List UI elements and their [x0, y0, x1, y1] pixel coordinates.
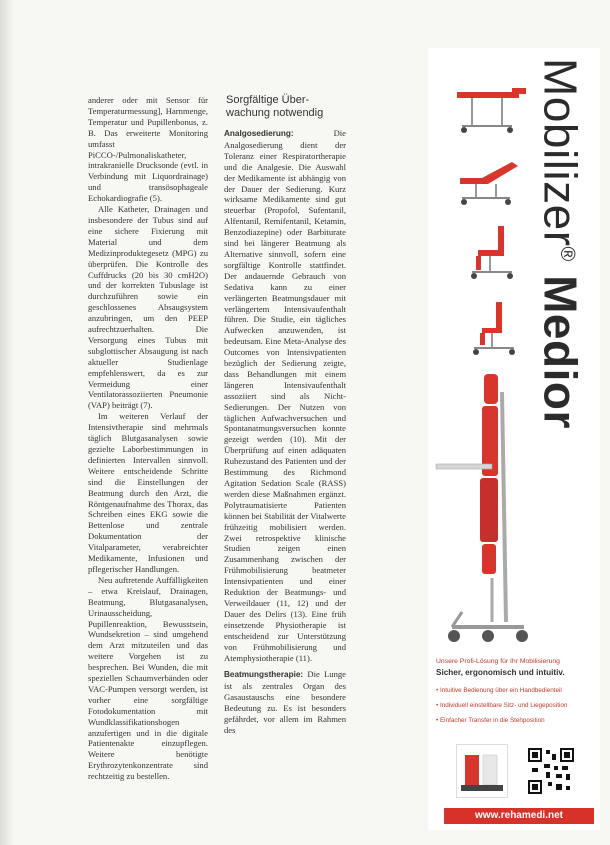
- paragraph-text: Die Lunge ist als zentrales Organ des Gasaustauschs eine besondere Bedeutung zu. Es ist besonders gefährdet, vor allem im Rahmen des: [224, 669, 346, 735]
- registered-mark: ®: [556, 246, 578, 262]
- brand-model: Medior: [534, 261, 587, 429]
- badge-graphic: [457, 745, 507, 797]
- list-item: • Einfacher Transfer in die Stehposition: [436, 713, 596, 728]
- brand-wordmark: [536, 58, 596, 698]
- paragraph: [224, 128, 346, 663]
- article-column-2: [224, 128, 346, 736]
- paragraph: Neu auftretende Auffälligkeiten – etwa Kreislauf, Drainagen, Beatmung, Blutgasanalysen, Urinausscheidung, Pupillenreaktion, Bewusstsein, Wundsekretion – sind umgehend dem Arzt mitzuteilen und das weitere Vorgehen ist zu besprechen. Bei Wunden, die mit speziellen Schaumverbänden oder VAC-Pumpen versorgt werden, ist vorher eine sorgfältige Fotodokumentation mit Wundklassifikationsbogen anzufertigen und in die digitale Patientenakte einzupflegen. Weitere benötigte Erythrozytenkonzentrate sind rechtzeitig zu bestellen.: [88, 574, 208, 782]
- headline-line-1: Sorgfältige Über-: [226, 94, 310, 106]
- paragraph: Im weiteren Verlauf der Intensivtherapie sind mehrmals täglich Blutgasanalysen sowie gezielte Laborbestimmungen in definierten Intervallen sinnvoll. Weitere entscheidende Schritte sind die Einstellungen der Beatmung durch den Arzt, die Röntgenaufnahme des Thorax, das Schreiben eines EKG sowie die Bettenlose und zentrale Dokumentation der Vitalparameter, verabreichter Medikamente, Infusionen und pflegerischer Handlungen.: [88, 411, 208, 574]
- page-gutter-shadow: [0, 0, 14, 845]
- qr-code-icon[interactable]: [528, 748, 574, 794]
- chair-standing-position-photo: [432, 372, 532, 652]
- product-badge-image: [456, 744, 508, 798]
- chair-flat-position-image: [452, 78, 532, 138]
- paragraph: [224, 669, 346, 735]
- paragraph-text: Die Analgosedierung dient der Toleranz einer Respiratortherapie und die Analgesie. Die Auswahl der Medikamente ist abhängig von der Dauer der Sedierung. Kurz wirksame Medikamente sind gut steuerbar (Propofol, Sufentanil, Alfentanil, Remifentanil, Ketamin, Benzodiazepine) oder Barbiturate sind bei längerer Beatmung als Alternative sinnvoll, sofern eine sorgfältige Kontrolle stattfindet. Der andauernde Gebrauch von Sedativa kann zu einer verlängerten Beatmungsdauer mit verlängertem Intensivaufenthalt führen. Die Studie, ein tägliches Aufwecken anzuwenden, ist bedeutsam. Eine Meta-Analyse des Outcomes von Intensivpatienten bezüglich der Sedierung zeigte, dass Behandlungen mit einem längeren Intensivaufenthalt assoziiert sind als Nicht-Sedierungen. Der Nutzen von täglichen Aufwachversuchen und Spontanatmungsversuchen konnte gezeigt werden (10). Mit der Überprüfung auf einen adäquaten Ruhezustand des Patienten und der Bestimmung des Richmond Agitation Sedation Scale (RASS) werden diese Maßnahmen ergänzt. Polytraumatisierte Patienten können bei Stabilität der Vitalwerte frühzeitig mobilisiert werden. Zwei retrospektive klinische Studien zeigen einen Zusammenhang zwischen der Frühmobilisierung beatmeter Intensivpatienten und einer Reduktion der Beatmungs- und Verweildauer (11, 12) und der Dauer des Delirs (13). Eine früh einsetzende Physiotherapie ist entscheidend zur Unterstützung von Frühmobilisierung und Atemphysiotherapie (11).: [224, 128, 346, 663]
- ad-caption: Unsere Profi-Lösung für Ihr Mobilisierung: [436, 658, 560, 665]
- list-item: • Individuell einstellbare Sitz- und Liegeposition: [436, 698, 596, 713]
- chair-upright-position-image: [464, 298, 534, 358]
- paragraph: Alle Katheter, Drainagen und insbesondere der Tubus sind auf eine sichere Fixierung mit Material und dem Medizinproduktegesetz (MPG) zu überprüfen. Die Kontrolle des Cuffdrucks (20 bis 30 cmH2O) und der korrekten Tubuslage ist durchzuführen sowie ein geschlossenes Absaugsystem anzubringen, um den PEEP aufrechtzuerhalten. Die Versorgung eines Tubus mit subglottischer Absaugung ist nach aktueller Studienlage empfehlenswert, da es zur Vermeidung einer Ventilatorassoziierten Pneumonie (VAP) beiträgt (7).: [88, 204, 208, 411]
- chair-seated-position-image: [462, 222, 532, 282]
- brand-name: Mobilizer: [534, 58, 587, 247]
- ad-tagline: Sicher, ergonomisch und intuitiv.: [436, 668, 565, 677]
- lead-in: Analgosedierung:: [224, 129, 294, 138]
- section-headline: [226, 94, 356, 120]
- website-link[interactable]: www.rehamedi.net: [444, 808, 594, 824]
- headline-line-2: wachung notwendig: [226, 107, 324, 119]
- paragraph: anderer oder mit Sensor für Temperaturmessung], Harnmenge, Temperatur und Pupillenbonus, z. B. Das erweiterte Monitoring umfasst PiCCO-/Pulmonaliskatheter, intrakranielle Drucksonde (evtl. in Verbindung mit Liquordrainage) und transösophageale Echokardiografie (5).: [88, 95, 208, 204]
- ad-feature-list: [436, 683, 596, 728]
- article-column-1: [88, 95, 208, 782]
- subhead: Beatmungstherapie:: [224, 670, 304, 680]
- list-item: • Intuitive Bedienung über ein Handbedienteil: [436, 683, 596, 698]
- chair-reclined-position-image: [452, 148, 532, 208]
